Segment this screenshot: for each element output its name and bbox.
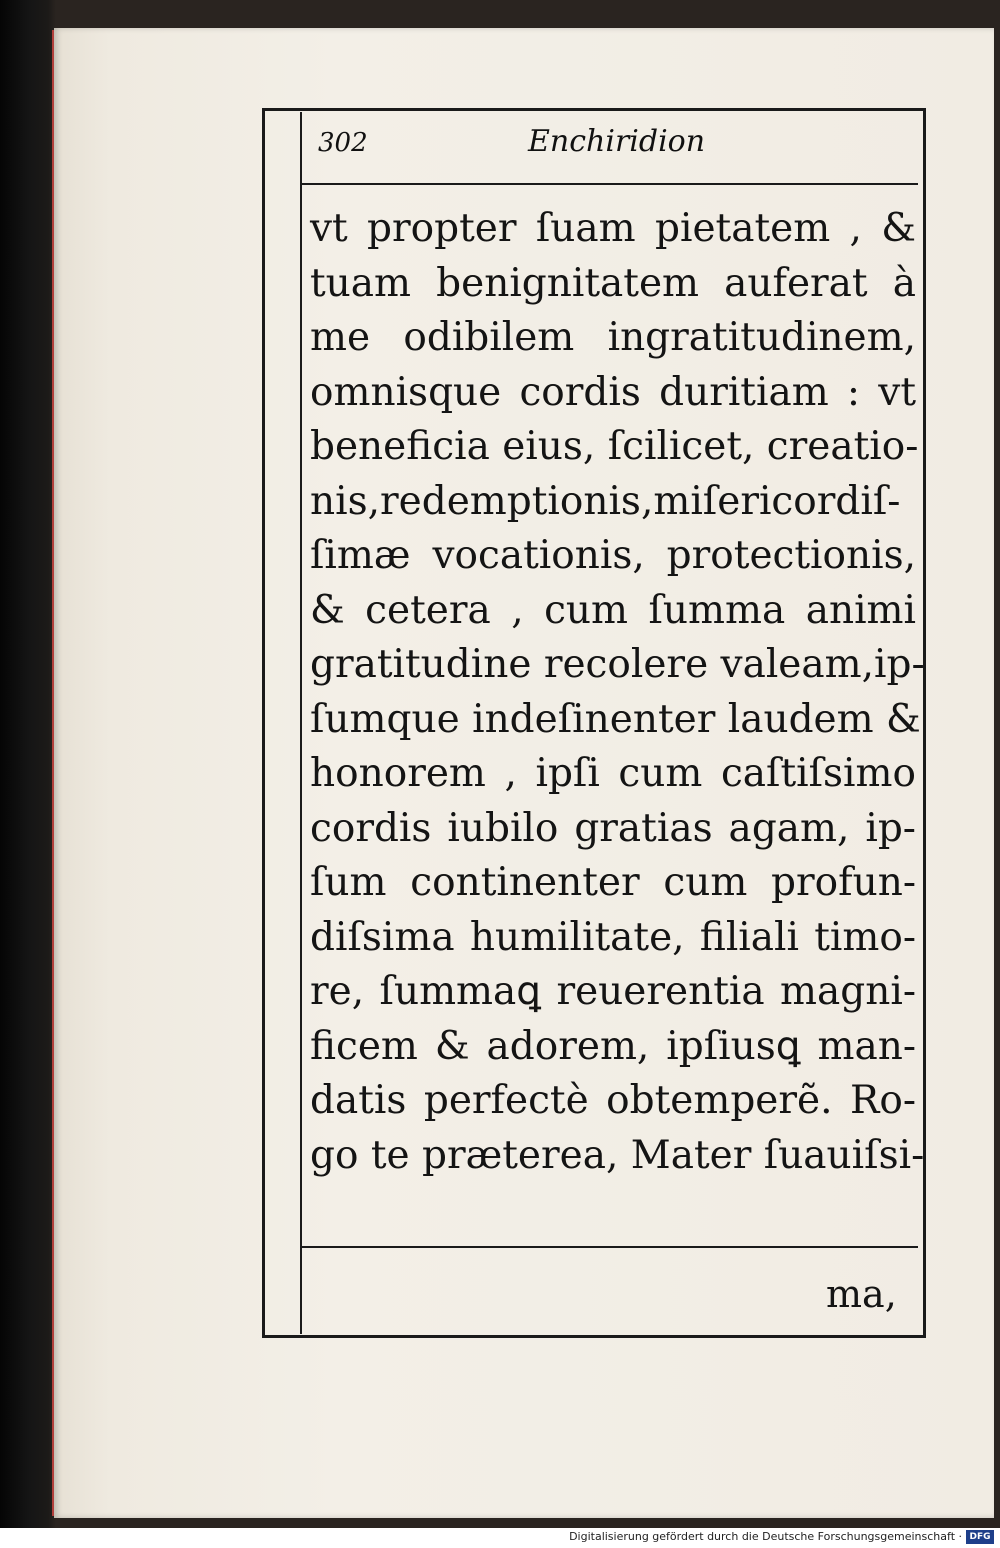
text-line: & cetera , cum ſumma animi: [310, 587, 916, 633]
footer-rule: [302, 1246, 918, 1248]
header-rule: [302, 183, 918, 185]
text-line: ſumque indeſinenter laudem &: [310, 696, 921, 742]
text-line: cordis iubilo gratias agam, ip-: [310, 805, 916, 851]
catchword: ma,: [826, 1272, 897, 1316]
text-line: tuam benignitatem auferat à: [310, 260, 916, 306]
text-line: omnisque cordis duritiam : vt: [310, 369, 916, 415]
text-line: gratitudine recolere valeam,ip-: [310, 642, 925, 687]
dfg-logo: DFG: [966, 1530, 994, 1544]
text-line: me odibilem ingratitudinem,: [310, 315, 916, 360]
funding-credit: Digitalisierung gefördert durch die Deutsche Forschungsgemeinschaft ·: [569, 1530, 962, 1543]
text-line: vt propter ſuam pietatem , &: [310, 206, 916, 251]
body-text: [310, 202, 925, 1183]
text-line: re, ſummaꝗ reuerentia magni-: [310, 969, 916, 1014]
text-line: ſum continenter cum profun-: [310, 860, 916, 905]
text-line: datis perfectè obtemperẽ. Ro-: [310, 1078, 916, 1123]
running-head: Enchiridion: [528, 124, 706, 159]
text-line: diſsima humilitate, filiali timo-: [310, 914, 916, 960]
text-line: ſimæ vocationis, protectionis,: [310, 533, 916, 578]
frame-inner-rule: [300, 112, 302, 1334]
text-line: beneficia eius, ſcilicet, creatio-: [310, 424, 919, 469]
text-line: go te præterea, Mater ſuauiſsi-: [310, 1132, 925, 1178]
page-number: 302: [318, 128, 368, 158]
text-line: nis,redemptionis,miſericordiſ-: [310, 478, 901, 524]
text-line: honorem , ipſi cum caſtiſsimo: [310, 751, 916, 796]
text-line: ficem & adorem, ipſiusꝗ man-: [310, 1023, 916, 1069]
